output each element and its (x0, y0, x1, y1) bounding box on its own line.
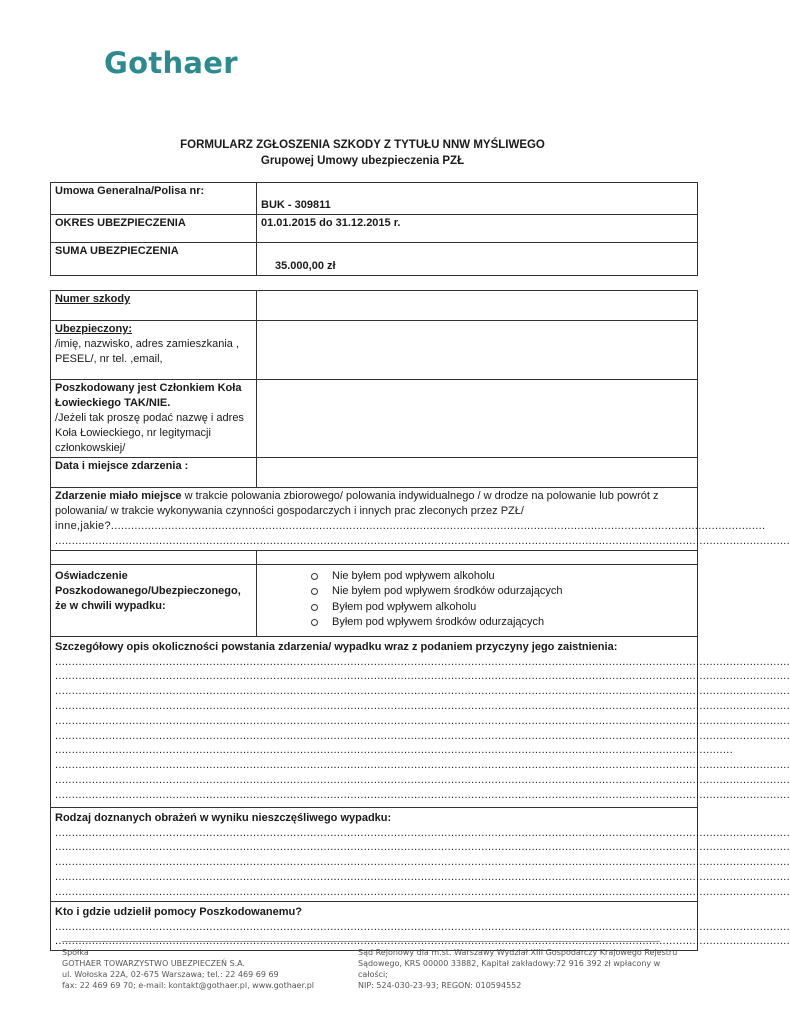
logo-text: Gothaer (104, 45, 238, 80)
option-label: Nie byłem pod wpływem alkoholu (332, 569, 495, 582)
title-line-2: Grupowej Umowy ubezpieczenia PZŁ (260, 155, 465, 167)
poszkodowany-cell (51, 380, 257, 458)
obrazenia-line: ........................................................................................................................................................................................................................... (55, 870, 790, 883)
footer-company (62, 947, 342, 991)
policy-row-okres (51, 215, 698, 243)
szczegolowy-line: ........................................................................................................................................................................................................................... (55, 685, 790, 698)
obrazenia-title: Rodzaj doznanych obrażeń w wyniku nieszczęśliwego wypadku: (55, 811, 392, 824)
okres-value[interactable]: 01.01.2015 do 31.12.2015 r. (257, 215, 698, 243)
footer-right-line: NIP: 524-030-23-93; REGON: 010594552 (358, 981, 522, 990)
obrazenia-cell[interactable] (51, 807, 790, 901)
ubezpieczony-field[interactable] (257, 321, 698, 380)
option-item[interactable] (311, 615, 693, 631)
numer-szkody-label: Numer szkody (51, 291, 257, 321)
szczegolowy-line: ........................................................................................................................................................................................................................... (55, 788, 790, 801)
option-label: Nie byłem pod wpływem środków odurzających (332, 585, 563, 598)
szczegolowy-cell[interactable] (51, 636, 790, 807)
ubezpieczony-hint: /imię, nazwisko, adres zamieszkania , PESEL/, nr tel. ,email, (55, 338, 240, 365)
radio-circle-icon[interactable] (311, 588, 318, 595)
umowa-label: Umowa Generalna/Polisa nr: (51, 183, 257, 215)
szczegolowy-line: .......................................................................................................................................................................................................... (55, 744, 733, 757)
radio-circle-icon[interactable] (311, 604, 318, 611)
row-spacer (51, 550, 698, 564)
zdarzenie-text (55, 489, 693, 519)
radio-circle-icon[interactable] (311, 619, 318, 626)
spacer-right (257, 550, 698, 564)
szczegolowy-line: ........................................................................................................................................................................................................................... (55, 759, 790, 772)
data-miejsce-field[interactable] (257, 458, 698, 488)
option-item[interactable] (311, 584, 693, 600)
row-oswiadczenie (51, 564, 698, 636)
policy-table (50, 182, 698, 276)
footer-left-line: ul. Wołoska 22A, 02-675 Warszawa; tel.: 22 469 69 69 (62, 970, 279, 979)
szczegolowy-line: ........................................................................................................................................................................................................................... (55, 699, 790, 712)
footer-spolka-label: Spółka (62, 948, 89, 957)
data-miejsce-label: Data i miejsce zdarzenia : (51, 458, 257, 488)
row-obrazenia (51, 807, 698, 901)
gothaer-logo (104, 46, 238, 80)
radio-circle-icon[interactable] (311, 573, 318, 580)
footer-company-lines (62, 958, 314, 991)
footer-divider (62, 941, 660, 942)
ubezpieczony-cell (51, 321, 257, 380)
poszkodowany-field[interactable] (257, 380, 698, 458)
poszkodowany-title: Poszkodowany jest Członkiem Koła Łowieckiego TAK/NIE. (55, 382, 242, 409)
oswiadczenie-options-cell (257, 564, 698, 636)
oswiadczenie-label: Oświadczenie Poszkodowanego/Ubezpieczonego, że w chwili wypadku: (51, 564, 257, 636)
footer-right-line: Sąd Rejonowy dla m.st. Warszawy Wydział XIII Gospodarczy Krajowego Rejestru (358, 948, 678, 957)
option-label: Byłem pod wpływem alkoholu (332, 600, 477, 613)
policy-row-umowa (51, 183, 698, 215)
form-title (0, 137, 725, 169)
title-line-1: FORMULARZ ZGŁOSZENIA SZKODY Z TYTUŁU NNW MYŚLIWEGO (180, 139, 545, 151)
szczegolowy-title: Szczegółowy opis okoliczności powstania zdarzenia/ wypadku wraz z podaniem przyczyny jego zaistnienia: (55, 640, 618, 653)
claim-table (50, 290, 790, 951)
row-zdarzenie (51, 488, 698, 551)
ubezpieczony-title: Ubezpieczony: (55, 323, 133, 335)
option-label: Byłem pod wpływem środków odurzających (332, 616, 545, 629)
umowa-value[interactable]: BUK - 309811 (257, 183, 698, 215)
row-poszkodowany (51, 380, 698, 458)
footer-right-line: Sądowego, KRS 00000 33882, Kapitał zakładowy:72 916 392 zł wpłacony w całości; (358, 959, 661, 979)
zdarzenie-bold: Zdarzenie miało miejsce (55, 490, 182, 502)
policy-row-suma (51, 243, 698, 276)
option-item[interactable] (311, 569, 693, 585)
row-data-miejsce (51, 458, 698, 488)
row-ubezpieczony (51, 321, 698, 380)
row-szczegolowy (51, 636, 698, 807)
suma-label: SUMA UBEZPIECZENIA (51, 243, 257, 276)
pomoc-line: ........................................................................................................................................................................................................................... (55, 935, 790, 948)
poszkodowany-hint: /Jeżeli tak proszę podać nazwę i adres Koła Łowieckiego, nr legitymacji członkowskiej/ (55, 412, 244, 454)
suma-value[interactable]: 35.000,00 zł (257, 243, 698, 276)
obrazenia-line: ........................................................................................................................................................................................................................... (55, 826, 790, 839)
obrazenia-line: ........................................................................................................................................................................................................................... (55, 885, 790, 898)
footer-registry (358, 947, 678, 991)
zdarzenie-dots-line: ........................................................................................................................................................................................................................... (55, 534, 790, 547)
zdarzenie-rest: w trakcie polowania zbiorowego/ polowania indywidualnego / w drodze na polowanie lub powrót z polowania/ w trakcie wykonywania czynności gospodarczych i innych prac zleconych przez PZŁ/ (55, 490, 659, 517)
footer-left-line: GOTHAER TOWARZYSTWO UBEZPIECZEŃ S.A. (62, 959, 246, 968)
footer-left-line: fax: 22 469 69 70; e-mail: kontakt@gothaer.pl, www.gothaer.pl (62, 981, 315, 990)
obrazenia-line: ........................................................................................................................................................................................................................... (55, 841, 790, 854)
row-numer-szkody (51, 291, 698, 321)
inne-jakie-line: inne,jakie?................................................................................................................................................................................................... (55, 520, 766, 532)
obrazenia-line: ........................................................................................................................................................................................................................... (55, 856, 790, 869)
szczegolowy-line: ........................................................................................................................................................................................................................... (55, 655, 790, 668)
szczegolowy-line: ........................................................................................................................................................................................................................... (55, 773, 790, 786)
szczegolowy-line: ........................................................................................................................................................................................................................... (55, 714, 790, 727)
numer-szkody-field[interactable] (257, 291, 698, 321)
zdarzenie-cell[interactable] (51, 488, 790, 551)
szczegolowy-line: ........................................................................................................................................................................................................................... (55, 729, 790, 742)
pomoc-title: Kto i gdzie udzielił pomocy Poszkodowanemu? (55, 905, 302, 918)
spacer-left (51, 550, 257, 564)
okres-label: OKRES UBEZPIECZENIA (51, 215, 257, 243)
pomoc-cell[interactable] (51, 901, 790, 951)
pomoc-line: ........................................................................................................................................................................................................................... (55, 920, 790, 933)
row-pomoc (51, 901, 698, 951)
szczegolowy-line: ........................................................................................................................................................................................................................... (55, 670, 790, 683)
oswiadczenie-options (261, 569, 693, 631)
option-item[interactable] (311, 600, 693, 616)
